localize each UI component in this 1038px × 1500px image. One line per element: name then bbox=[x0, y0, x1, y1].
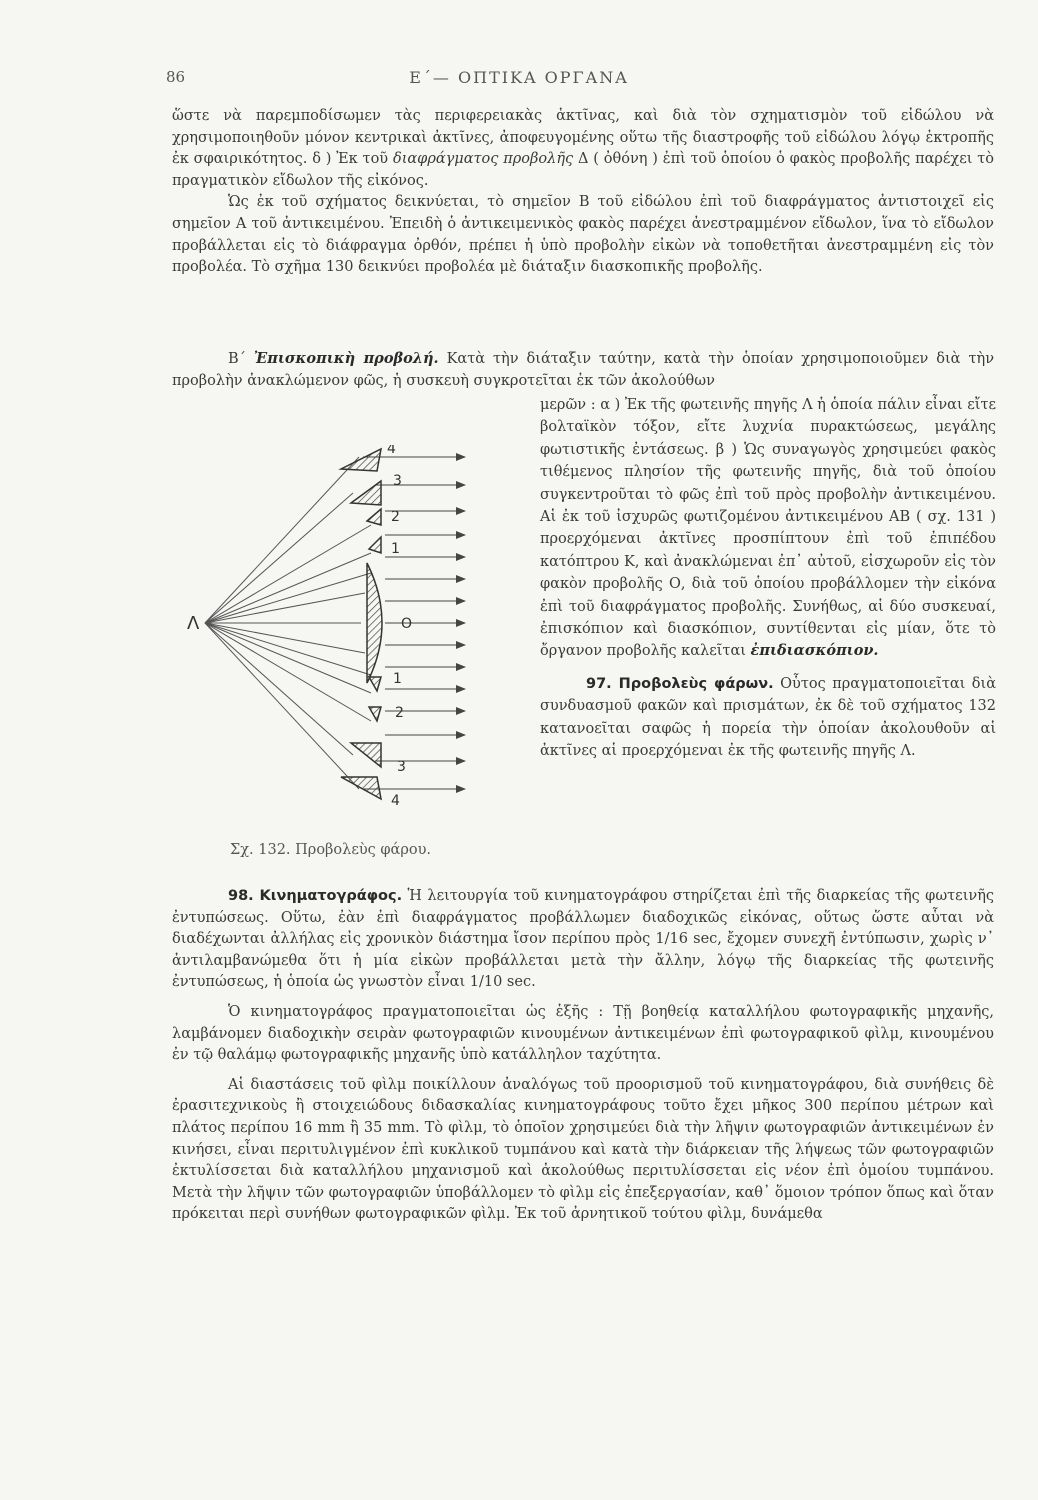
label-prism-top-4: 4 bbox=[387, 445, 396, 457]
prism-bottom-1 bbox=[369, 677, 381, 691]
prism-top-2 bbox=[367, 509, 381, 525]
figure-caption: Σχ. 132. Προβολεὺς φάρου. bbox=[230, 842, 432, 858]
episkopic-paragraph bbox=[172, 348, 994, 392]
prism-top-4 bbox=[341, 449, 381, 471]
section-98-p1-text: Ἡ λειτουργία τοῦ κινηματογράφου στηρίζεται ἐπὶ τῆς διαρκείας τῆς φωτεινῆς ἐντυπώσεως. Οὕτω, ἐὰν ἐπὶ διαφράγματος προβάλλωμεν διαδοχικῶς εἰκόνας, οὕτως ὥστε αὗται νὰ διαδέχωνται ἀλλήλας εἰς χρονικὸν διάστημα ἴσον περίπου πρὸς 1/16 sec, ἔχομεν συνεχῆ ἐντύπωσιν, χωρὶς ν᾽ ἀντιλαμβανώμεθα ὅτι ἡ μία εἰκὼν προβάλλεται μετὰ τὴν ἄλλην, λόγῳ τῆς διαρκείας τῆς φωτεινῆς ἐντυπώσεως, ἡ ὁποία ὡς γνωστὸν εἶναι 1/10 sec. bbox=[172, 888, 995, 991]
intro-p1-tail: Δ ( ὀθόνη ) ἐπὶ τοῦ ὁποίου ὁ φακὸς προβολῆς παρέχει τὸ πραγματικὸν εἴδωλον τῆς εἰκόνος. bbox=[172, 151, 994, 189]
label-prism-top-1: 1 bbox=[391, 541, 400, 557]
prism-bottom-2 bbox=[369, 707, 381, 721]
episkopic-column-text: μερῶν : α ) Ἐκ τῆς φωτεινῆς πηγῆς Λ ἡ ὁποία πάλιν εἶναι εἴτε βολταϊκὸν τόξον, εἴτε λυχνία πυρακτώσεως, μεγάλης φωτιστικῆς ἐντάσεως. β ) Ὡς συναγωγὸς χρησιμεύει φακὸς τιθέμενος πλησίον τῆς φωτεινῆς πηγῆς, διὰ τοῦ ὁποίου συγκεντροῦται τὸ φῶς ἐπὶ τοῦ πρὸς προβολὴν ἀντικειμένου. Αἱ ἐκ τοῦ ἰσχυρῶς φωτιζομένου ἀντικειμένου ΑΒ ( σχ. 131 ) προερχόμεναι ἀκτῖνες προσπίπτουν ἐπὶ τοῦ ἐπιπέδου κατόπτρου Κ, καὶ ἀνακλώμεναι ἐπ᾽ αὐτοῦ, εἰσχωροῦν εἰς τὸν φακὸν προβολῆς Ο, διὰ τοῦ ὁποίου προβάλλομεν τὴν εἰκόνα ἐπὶ τοῦ διαφράγματος προβολῆς. Συνήθως, αἱ δύο συσκευαί, ἐπισκόπιον καὶ διασκόπιον, συντίθενται εἰς μίαν, ὅτε τὸ ὄργανον προβολῆς καλεῖται bbox=[540, 397, 996, 660]
lighthouse-diagram bbox=[175, 445, 535, 865]
label-prism-bottom-1: 1 bbox=[393, 671, 402, 687]
right-column bbox=[540, 394, 996, 763]
episkopic-column-emphasis: ἐπιδιασκόπιον. bbox=[750, 642, 879, 660]
central-lens bbox=[367, 563, 382, 683]
section-98-paragraph-2: Ὁ κινηματογράφος πραγματοποιεῖται ὡς ἑξῆς : Τῇ βοηθείᾳ καταλλήλου φωτογραφικῆς μηχανῆς, λαμβάνομεν διαδοχικὴν σειρὰν φωτογραφιῶν κινουμένων ἀντικειμένων ἐπὶ φωτογραφικοῦ φὶλμ, κινουμένου ἐν τῷ θαλάμῳ φωτογραφικῆς μηχανῆς ὑπὸ κατάλληλον ταχύτητα. bbox=[172, 1003, 994, 1064]
intro-paragraph-1 bbox=[172, 106, 994, 192]
label-prism-top-3: 3 bbox=[393, 473, 402, 489]
episkopic-lead-text: Κατὰ τὴν διάταξιν ταύτην, κατὰ τὴν ὁποίαν χρησιμοποιοῦμεν διὰ τὴν προβολὴν ἀνακλώμενον φῶς, ἡ συσκευὴ συγκροτεῖται ἐκ τῶν ἀκολούθων bbox=[172, 351, 995, 389]
episkopic-label: Β΄ bbox=[228, 351, 254, 367]
light-rays bbox=[205, 457, 371, 789]
section-98 bbox=[172, 886, 994, 1226]
section-97-heading: 97. Προβολεὺς φάρων. bbox=[586, 675, 774, 692]
label-prism-bottom-4: 4 bbox=[391, 793, 400, 809]
page-number: 86 bbox=[166, 68, 186, 86]
page-header bbox=[0, 68, 1038, 92]
section-98-paragraph-3: Αἱ διαστάσεις τοῦ φὶλμ ποικίλλουν ἀναλόγως τοῦ προορισμοῦ τοῦ κινηματογράφου, διὰ συνήθεις δὲ ἐρασιτεχνικοὺς ἢ στοιχειώδους διδασκαλίας κινηματογράφους τοῦτο ἔχει μῆκος 300 περίπου μέτρων καὶ πλάτος περίπου 16 mm ἢ 35 mm. Τὸ φὶλμ, τὸ ὁποῖον χρησιμεύει διὰ τὴν λῆψιν φωτογραφιῶν ἀντικειμένων ἐν κινήσει, εἶναι περιτυλιγμένον ἐπὶ κυκλικοῦ τυμπάνου καὶ κατὰ τὴν διάρκειαν τῆς λήψεως τῶν φωτογραφιῶν ἐκτυλίσσεται διὰ καταλλήλου μηχανισμοῦ καὶ ἀκολούθως περιτυλίσσεται εἰς νέον ἐπὶ ὁμοίου τυμπάνου. Μετὰ τὴν λῆψιν τῶν φωτογραφιῶν ὑποβάλλομεν τὸ φὶλμ εἰς ἐπεξεργασίαν, καθ᾽ ὅμοιον τρόπον ὅπως καὶ ὅταν πρόκειται περὶ συνήθων φωτογραφικῶν φὶλμ. Ἐκ τοῦ ἀρνητικοῦ τούτου φὶλμ, δυνάμεθα bbox=[172, 1076, 994, 1223]
label-prism-bottom-3: 3 bbox=[397, 759, 406, 775]
episkopic-column-paragraph bbox=[540, 394, 996, 663]
episkopic-title: Ἐπισκοπικὴ προβολή. bbox=[253, 350, 439, 367]
intro-p1-emphasis: διαφράγματος προβολῆς bbox=[392, 151, 574, 168]
section-98-paragraph-1 bbox=[172, 886, 994, 994]
intro-block bbox=[172, 106, 994, 279]
intro-p1-text: ὥστε νὰ παρεμποδίσωμεν τὰς περιφερειακὰς ἀκτῖνας, καὶ διὰ τὸν σχηματισμὸν τοῦ εἰδώλου νὰ χρησιμοποιηθοῦν μόνον κεντρικαὶ ἀκτῖνες, ἀποφευγομένης οὕτω τῆς διαστροφῆς τοῦ εἰδώλου λόγῳ ἐκτροπῆς ἐκ σφαιρικότητος. δ ) Ἐκ τοῦ bbox=[172, 108, 994, 168]
prism-top-3 bbox=[351, 481, 381, 505]
prism-bottom-3 bbox=[351, 743, 381, 767]
prism-top-1 bbox=[369, 537, 381, 553]
episkopic-lead bbox=[172, 348, 994, 392]
label-prism-bottom-2: 2 bbox=[395, 705, 404, 721]
prism-bottom-4 bbox=[341, 777, 381, 799]
label-prism-top-2: 2 bbox=[391, 509, 400, 525]
running-title: Ε΄— ΟΠΤΙΚΑ ΟΡΓΑΝΑ bbox=[409, 68, 629, 87]
label-lens: Ο bbox=[401, 616, 413, 632]
figure-lighthouse-projector bbox=[175, 445, 535, 865]
section-97-text: Οὗτος πραγματοποιεῖται διὰ συνδυασμοῦ φακῶν καὶ πρισμάτων, ἐκ δὲ τοῦ σχήματος 132 κατανοεῖται σαφῶς ἡ πορεία τὴν ὁποίαν ἀκολουθοῦν αἱ ἀκτῖνες αἱ προερχόμεναι ἐκ τῆς φωτεινῆς πηγῆς Λ. bbox=[540, 675, 997, 760]
section-98-heading: 98. Κινηματογράφος. bbox=[228, 888, 403, 904]
section-97-paragraph bbox=[540, 673, 996, 763]
label-source: Λ bbox=[187, 613, 200, 634]
intro-paragraph-2: Ὡς ἐκ τοῦ σχήματος δεικνύεται, τὸ σημεῖον Β τοῦ εἰδώλου ἐπὶ τοῦ διαφράγματος ἀντιστοιχεῖ εἰς σημεῖον Α τοῦ ἀντικειμένου. Ἐπειδὴ ὁ ἀντικειμενικὸς φακὸς παρέχει ἀνεστραμμένον εἴδωλον, ἵνα τὸ εἴδωλον προβάλλεται εἰς τὸ διάφραγμα ὀρθόν, πρέπει ἡ ὑπὸ προβολὴν εἰκὼν νὰ τοποθετῆται ἀνεστραμμένη εἰς τὸν προβολέα. Τὸ σχῆμα 130 δεικνύει προβολέα μὲ διάταξιν διασκοπικῆς προβολῆς. bbox=[172, 194, 994, 276]
